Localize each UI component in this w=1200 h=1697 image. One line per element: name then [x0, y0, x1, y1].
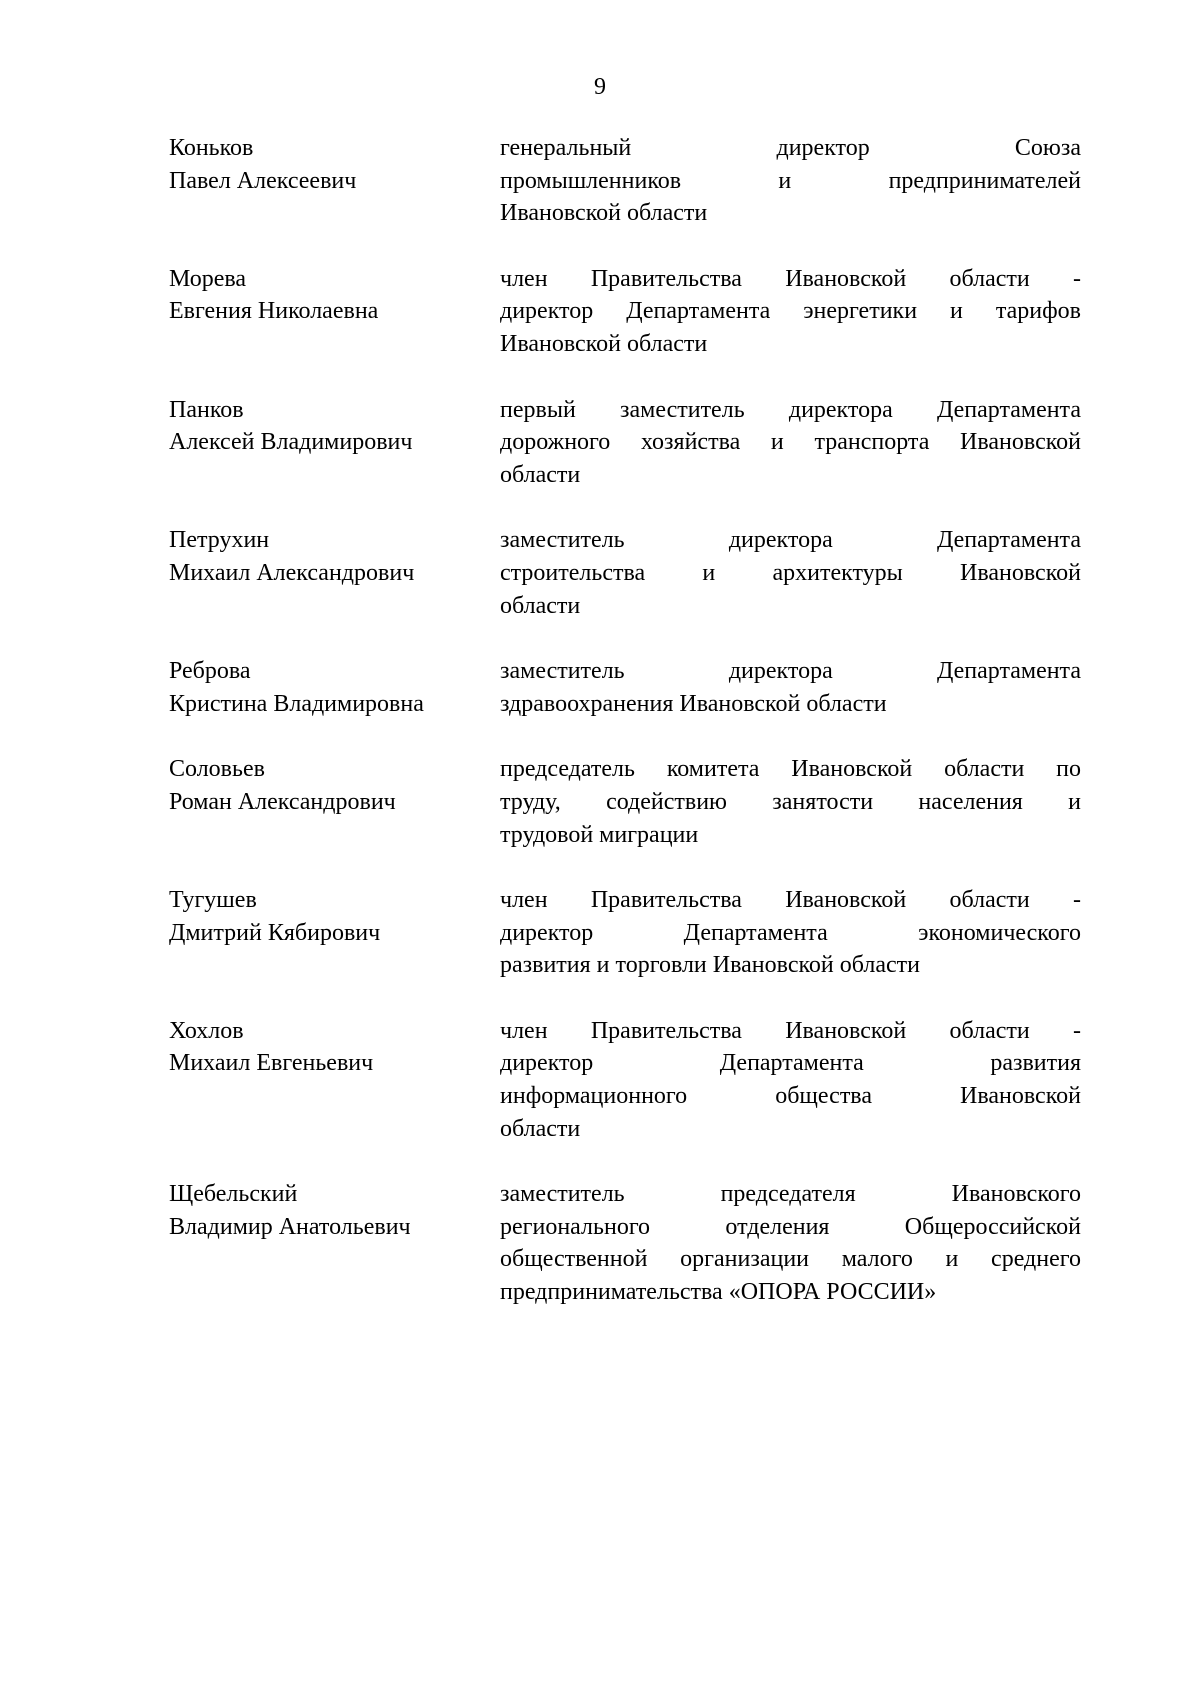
position-line: Ивановской области — [500, 330, 708, 357]
member-position — [500, 394, 1081, 492]
position-line: генеральный директор Союза — [500, 135, 1081, 161]
member-given-names: Алексей Владимирович — [169, 429, 413, 456]
member-name — [169, 394, 500, 492]
member-position — [500, 132, 1081, 230]
member-surname: Щебельский — [169, 1181, 298, 1208]
position-line: Ивановской области — [500, 200, 708, 227]
position-line: дорожного хозяйства и транспорта Ивановской — [500, 429, 1081, 456]
position-line: регионального отделения Общероссийской — [500, 1213, 1081, 1240]
member-entry — [169, 655, 1081, 720]
member-surname: Тугушев — [169, 887, 257, 914]
member-position — [500, 1178, 1081, 1308]
position-line: трудовой миграции — [500, 821, 699, 848]
position-line: директор Департамента энергетики и тарифов — [500, 298, 1081, 325]
member-entry — [169, 1015, 1081, 1145]
member-given-names: Роман Александрович — [169, 788, 396, 815]
member-entry — [169, 753, 1081, 851]
member-name — [169, 1178, 500, 1308]
member-surname: Морева — [169, 265, 247, 292]
member-name — [169, 884, 500, 982]
member-position — [500, 884, 1081, 982]
member-given-names: Дмитрий Кябирович — [169, 919, 381, 946]
member-entry — [169, 524, 1081, 622]
member-position — [500, 753, 1081, 851]
member-list — [169, 132, 1081, 1342]
member-name — [169, 524, 500, 622]
member-given-names: Михаил Александрович — [169, 559, 415, 586]
member-position — [500, 655, 1081, 720]
position-line: член Правительства Ивановской области - — [500, 265, 1081, 292]
member-name — [169, 1015, 500, 1145]
position-line: промышленников и предпринимателей — [500, 167, 1081, 194]
member-surname: Петрухин — [169, 527, 270, 554]
position-line: области — [500, 461, 581, 488]
member-entry — [169, 132, 1081, 230]
member-name — [169, 263, 500, 361]
member-entry — [169, 263, 1081, 361]
position-line: директор Департамента экономического — [500, 919, 1081, 946]
position-line: член Правительства Ивановской области - — [500, 1017, 1081, 1044]
position-line: информационного общества Ивановской — [500, 1083, 1081, 1110]
position-line: директор Департамента развития — [500, 1050, 1081, 1077]
position-line: председатель комитета Ивановской области по — [500, 756, 1081, 783]
position-line: области — [500, 592, 581, 619]
member-entry — [169, 884, 1081, 982]
position-line: заместитель председателя Ивановского — [500, 1181, 1081, 1208]
position-line: развития и торговли Ивановской области — [500, 952, 920, 979]
position-line: общественной организации малого и среднего — [500, 1246, 1081, 1273]
member-surname: Панков — [169, 396, 244, 423]
member-surname: Хохлов — [169, 1017, 244, 1044]
member-surname: Коньков — [169, 135, 254, 161]
member-position — [500, 524, 1081, 622]
member-entry — [169, 394, 1081, 492]
member-given-names: Михаил Евгеньевич — [169, 1050, 374, 1077]
member-name — [169, 132, 500, 230]
member-name — [169, 753, 500, 851]
member-position — [500, 263, 1081, 361]
member-given-names: Павел Алексеевич — [169, 167, 357, 194]
member-given-names: Евгения Николаевна — [169, 298, 379, 325]
member-surname: Реброва — [169, 658, 251, 685]
member-given-names: Владимир Анатольевич — [169, 1213, 411, 1240]
position-line: заместитель директора Департамента — [500, 658, 1081, 685]
member-given-names: Кристина Владимировна — [169, 690, 424, 717]
position-line: предпринимательства «ОПОРА РОССИИ» — [500, 1279, 937, 1306]
member-surname: Соловьев — [169, 756, 265, 783]
position-line: член Правительства Ивановской области - — [500, 887, 1081, 914]
member-entry — [169, 1178, 1081, 1308]
member-position — [500, 1015, 1081, 1145]
position-line: труду, содействию занятости населения и — [500, 788, 1081, 815]
position-line: заместитель директора Департамента — [500, 527, 1081, 554]
position-line: здравоохранения Ивановской области — [500, 690, 887, 717]
position-line: первый заместитель директора Департамента — [500, 396, 1081, 423]
member-name — [169, 655, 500, 720]
page-number: 9 — [594, 74, 606, 100]
position-line: строительства и архитектуры Ивановской — [500, 559, 1081, 586]
position-line: области — [500, 1115, 581, 1142]
